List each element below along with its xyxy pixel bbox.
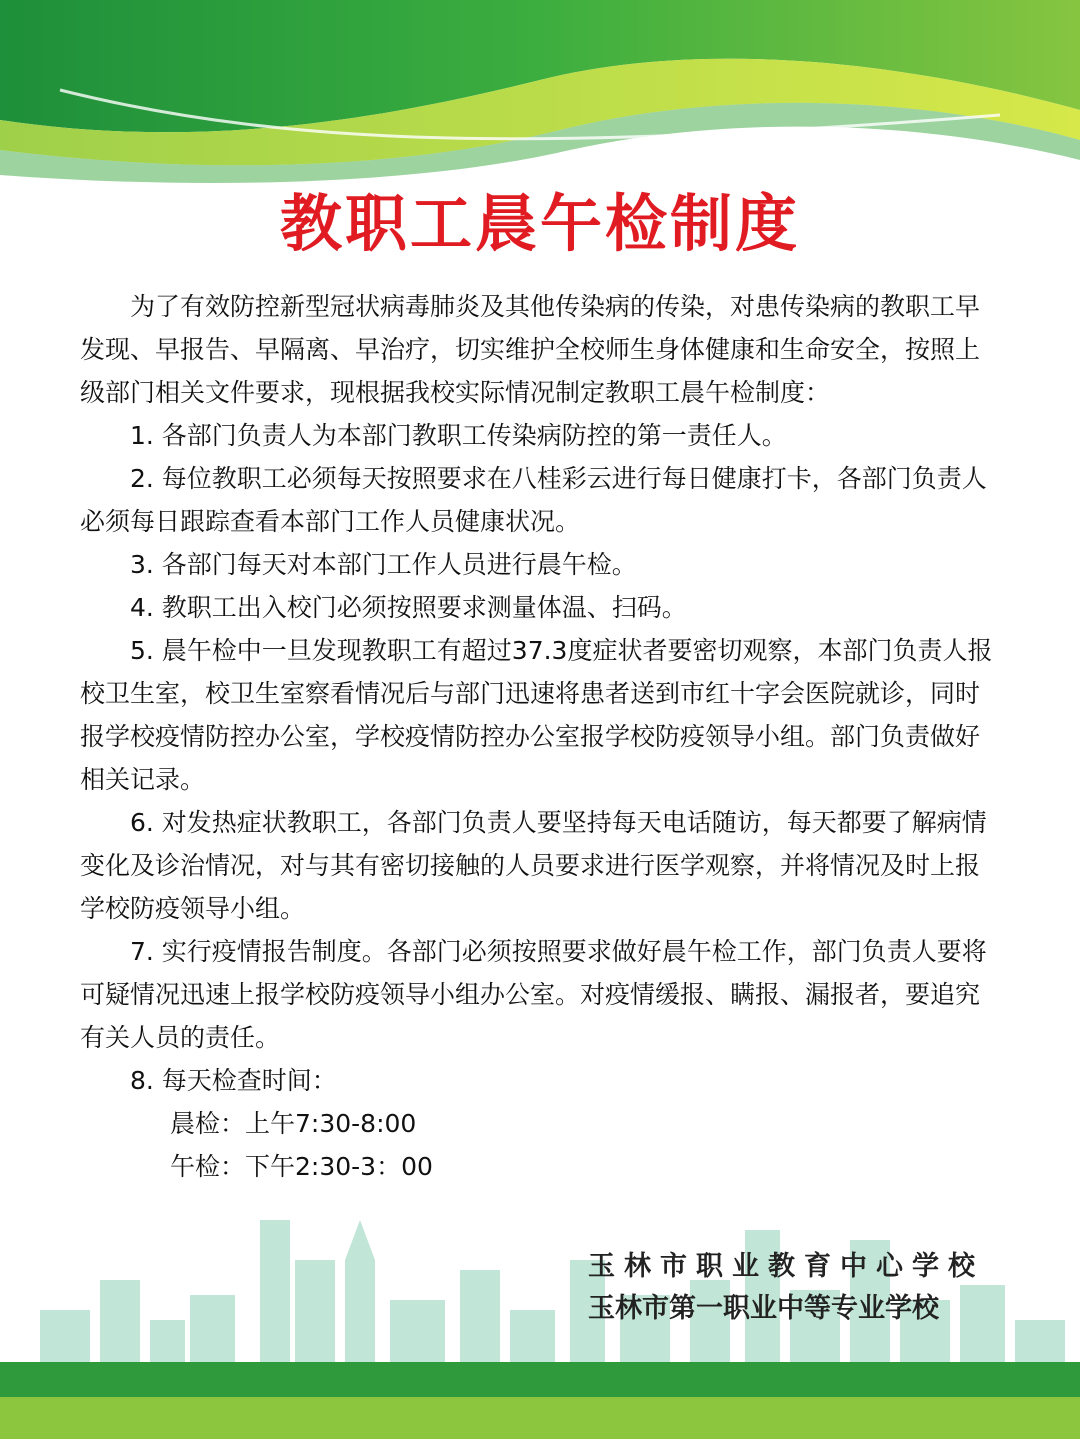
noon-check-time: 午检：下午2:30-3：00 bbox=[170, 1152, 433, 1181]
intro-paragraph: 为了有效防控新型冠状病毒肺炎及其他传染病的传染，对患传染病的教职工早发现、早报告、早隔离、早治疗，切实维护全校师生身体健康和生命安全，按照上级部门相关文件要求，现根据我校实际情况制定教职工晨午检制度： bbox=[80, 292, 981, 407]
regulation-item-4: 4. 教职工出入校门必须按照要求测量体温、扫码。 bbox=[130, 593, 687, 622]
bottom-green-band bbox=[0, 1362, 1080, 1397]
issuer-school-1: 玉林市职业教育中心学校 bbox=[588, 1251, 984, 1282]
regulation-item-5: 5. 晨午检中一旦发现教职工有超过37.3度症状者要密切观察，本部门负责人报校卫生室，校卫生室察看情况后与部门迅速将患者送到市红十字会医院就诊，同时报学校疫情防控办公室，学校疫情防控办公室报学校防疫领导小组。部门负责做好相关记录。 bbox=[80, 636, 993, 794]
regulation-item-1: 1. 各部门负责人为本部门教职工传染病防控的第一责任人。 bbox=[130, 421, 787, 450]
regulation-item-8: 8. 每天检查时间： bbox=[130, 1066, 337, 1095]
regulation-item-2: 2. 每位教职工必须每天按照要求在八桂彩云进行每日健康打卡，各部门负责人必须每日跟踪查看本部门工作人员健康状况。 bbox=[80, 464, 987, 536]
morning-check-time: 晨检：上午7:30-8:00 bbox=[170, 1109, 417, 1138]
issuer-school-2: 玉林市第一职业中等专业学校 bbox=[588, 1293, 939, 1324]
bottom-light-green-band bbox=[0, 1397, 1080, 1439]
regulation-item-6: 6. 对发热症状教职工，各部门负责人要坚持每天电话随访，每天都要了解病情变化及诊治情况，对与其有密切接触的人员要求进行医学观察，并将情况及时上报学校防疫领导小组。 bbox=[80, 808, 987, 923]
top-green-wave-banner bbox=[0, 0, 1080, 200]
regulation-item-3: 3. 各部门每天对本部门工作人员进行晨午检。 bbox=[130, 550, 637, 579]
regulation-item-7: 7. 实行疫情报告制度。各部门必须按照要求做好晨午检工作，部门负责人要将可疑情况迅速上报学校防疫领导小组办公室。对疫情缓报、瞒报、漏报者，要追究有关人员的责任。 bbox=[80, 937, 987, 1052]
page-title: 教职工晨午检制度 bbox=[279, 187, 800, 260]
issuer-block bbox=[588, 1246, 984, 1330]
regulation-body bbox=[80, 285, 1000, 1188]
